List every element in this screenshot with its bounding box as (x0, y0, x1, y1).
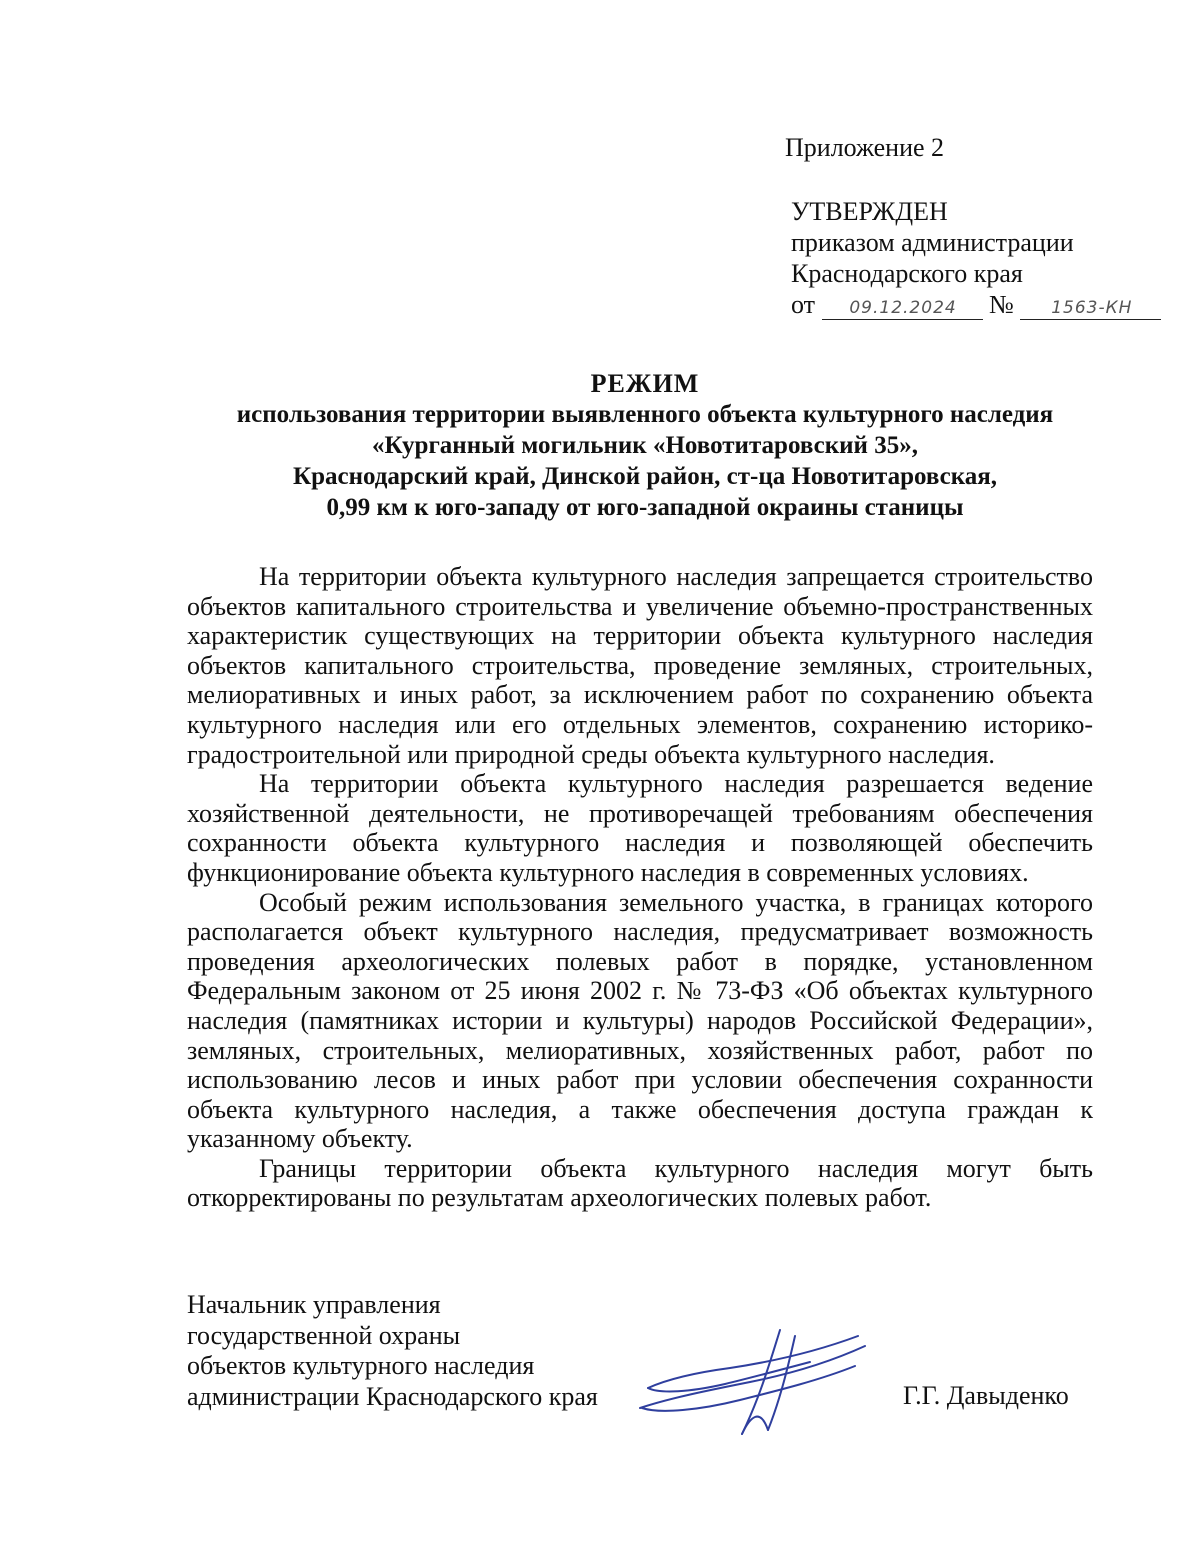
approval-order-details (791, 289, 1161, 320)
position-line-1: Начальник управления (187, 1290, 441, 1319)
signature-strokes (640, 1330, 865, 1434)
position-line-2: государственной охраны (187, 1320, 461, 1350)
paragraph-permissions: На территории объекта культурного наследия разрешается ведение хозяйственной деятельности, не противоречащей требованиям обеспечения сохранности объекта культурного наследия и позволяющей обеспечить функционирование объекта культурного наследия в современных условиях. (187, 769, 1093, 887)
title-line-1: использования территории выявленного объекта культурного наследия (236, 401, 1054, 428)
order-date-handwritten: 09.12.2024 (822, 297, 983, 320)
paragraph-special-regime: Особый режим использования земельного участка, в границах которого располагается объект культурного наследия, предусматривает возможность проведения археологических полевых работ в порядке, установленном Федеральным законом от 25 июня 2002 г. № 73-ФЗ «Об объектах культурного наследия (памятниках истории и культуры) народов Российской Федерации», земляных, строительных, мелиоративных, хозяйственных работ, работ по использованию лесов и иных работ при условии обеспечения сохранности объекта культурного наследия, а также обеспечения доступа граждан к указанному объекту. (187, 887, 1093, 1154)
title-line-4: 0,99 км к юго-западу от юго-западной окраины станицы (326, 494, 964, 521)
signature-stroke (742, 1417, 768, 1434)
document-title (150, 368, 1140, 523)
signature-stroke (768, 1336, 795, 1430)
paragraph-prohibitions: На территории объекта культурного наследия запрещается строительство объектов капитального строительства и увеличение объемно-пространственных характеристик существующих на территории объекта культурного наследия объектов капитального строительства, проведение земляных, строительных, мелиоративных и иных работ, за исключением работ по сохранению объекта культурного наследия или его отдельных элементов, сохранению историко-градостроительной или природной среды объекта культурного наследия. (187, 562, 1093, 769)
date-prefix: от (791, 290, 816, 319)
title-line-3: Краснодарский край, Динской район, ст-ца Новотитаровская, (292, 463, 998, 490)
signature-stroke (642, 1366, 855, 1411)
signatory-name: Г.Г. Давыденко (903, 1381, 1069, 1410)
approval-line-region: Краснодарского края (791, 259, 1023, 288)
document-body (187, 562, 1093, 1213)
signatory-position (187, 1290, 598, 1412)
approval-heading: УТВЕРЖДЕН (791, 197, 948, 226)
paragraph-boundaries: Границы территории объекта культурного наследия могут быть откорректированы по результатам археологических полевых работ. (187, 1153, 1093, 1213)
number-prefix: № (989, 290, 1014, 319)
position-line-3: объектов культурного наследия (187, 1351, 535, 1380)
order-number-handwritten: 1563-КН (1020, 297, 1161, 320)
position-line-4: администрации Краснодарского края (187, 1381, 598, 1411)
title-main: РЕЖИМ (590, 369, 700, 398)
handwritten-signature (630, 1322, 870, 1442)
title-line-2: «Курганный могильник «Новотитаровский 35», (372, 432, 918, 459)
approval-stamp (791, 196, 1161, 320)
appendix-label: Приложение 2 (785, 133, 945, 162)
approval-line-order: приказом администрации (791, 228, 1074, 257)
